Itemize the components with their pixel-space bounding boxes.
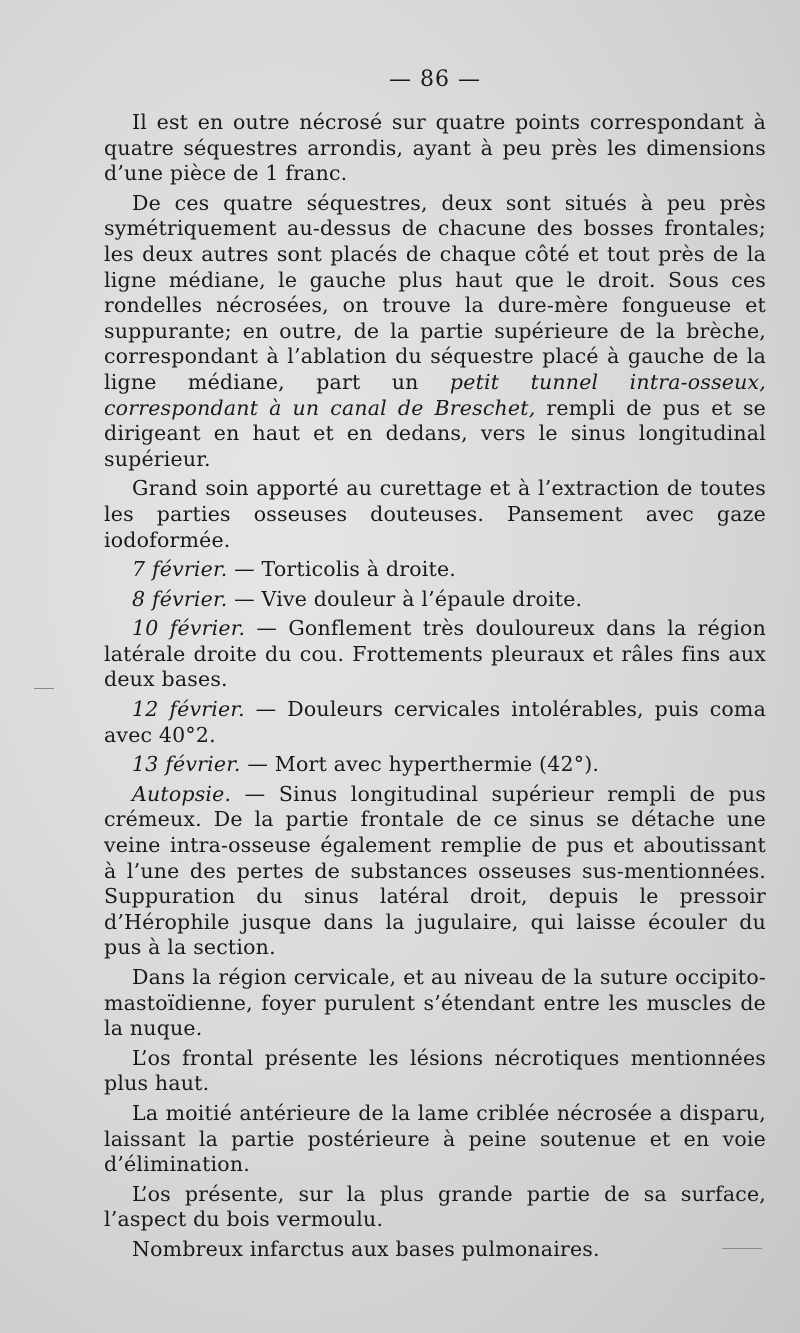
dated-entry xyxy=(104,697,766,748)
paragraph xyxy=(104,1101,766,1178)
dated-entry xyxy=(104,752,766,778)
entry-text: — Vive douleur à l’épaule droite. xyxy=(227,586,583,611)
entry-heading: Autopsie. xyxy=(132,781,232,806)
paragraph xyxy=(104,476,766,553)
entry-date: 10 février. xyxy=(132,616,246,641)
entry-text: — Douleurs cervicales intolérables, puis coma avec 40°2. xyxy=(104,697,766,747)
paragraph xyxy=(104,1046,766,1097)
paragraph-tail: rempli de pus et se dirigeant en haut et en dedans, vers le sinus longitudinal supérieur. xyxy=(104,395,766,471)
entry-date: 7 février. xyxy=(132,557,228,582)
entry-text: — Sinus longitudinal supérieur rempli de pus crémeux. De la partie frontale de ce sinus se détache une veine intra-osseuse également remplie de pus et aboutissant à l’une des pertes de substances osseuses sus-mentionnées. Suppuration du sinus latéral droit, depuis le pressoir d’Hérophile jusque dans la jugulaire, qui laisse écouler du pus à la section. xyxy=(104,781,766,960)
entry-date: 12 février. xyxy=(132,697,245,722)
page-number: — 86 — xyxy=(389,67,481,92)
paragraph-text: De ces quatre séquestres, deux sont situés à peu près symétriquement au-dessus de chacune des bosses frontales; les deux autres sont placés de chaque côté et tout près de la ligne médiane, le gauche plus haut que le droit. Sous ces rondelles nécrosées, on trouve la dure-mère fongueuse et suppurante; en outre, de la partie supérieure de la brèche, correspondant à l’ablation du séquestre placé à gauche de la ligne médiane, part un xyxy=(104,190,766,394)
paragraph-text: Il est en outre nécrosé sur quatre points correspondant à quatre séquestres arrondis, ayant à peu près les dimensions d’une pièce de 1 franc. xyxy=(104,110,766,186)
entry-date: 13 février. xyxy=(132,752,241,777)
dated-entry xyxy=(104,557,766,583)
paragraph-text: Grand soin apporté au curettage et à l’extraction de toutes les parties osseuses douteuses. Pansement avec gaze iodoformée. xyxy=(104,476,766,552)
paragraph-text: Nombreux infarctus aux bases pulmonaires. xyxy=(132,1236,600,1261)
paragraph xyxy=(104,965,766,1042)
paragraph xyxy=(104,1237,766,1263)
margin-mark xyxy=(722,1248,762,1249)
dated-entry xyxy=(104,616,766,693)
entry-text: — Gonflement très douloureux dans la région latérale droite du cou. Frottements pleuraux et râles fins aux deux bases. xyxy=(104,616,767,692)
paragraph xyxy=(104,1182,766,1233)
paragraph xyxy=(104,110,766,187)
entry-date: 8 février. xyxy=(132,586,228,611)
paragraph-text: Dans la région cervicale, et au niveau de la suture occipito-mastoïdienne, foyer purulent s’étendant entre les muscles de la nuque. xyxy=(104,965,766,1041)
paragraph-text: La moitié antérieure de la lame criblée nécrosée a disparu, laissant la partie postérieure à peine soutenue et en voie d’élimination. xyxy=(104,1100,766,1177)
entry-text: — Mort avec hyperthermie (42°). xyxy=(240,752,600,777)
autopsy-entry xyxy=(104,782,766,961)
paragraph-text: L’os présente, sur la plus grande partie de sa surface, l’aspect du bois vermoulu. xyxy=(104,1181,766,1232)
paragraph xyxy=(104,191,766,473)
dated-entry xyxy=(104,587,766,613)
paragraph-text: L’os frontal présente les lésions nécrotiques mentionnées plus haut. xyxy=(104,1045,766,1096)
margin-mark xyxy=(34,688,54,689)
page xyxy=(104,66,766,1286)
entry-text: — Torticolis à droite. xyxy=(227,557,456,582)
italic-phrase: petit tunnel intra-osseux, correspondant à un canal de Breschet, xyxy=(104,369,766,420)
